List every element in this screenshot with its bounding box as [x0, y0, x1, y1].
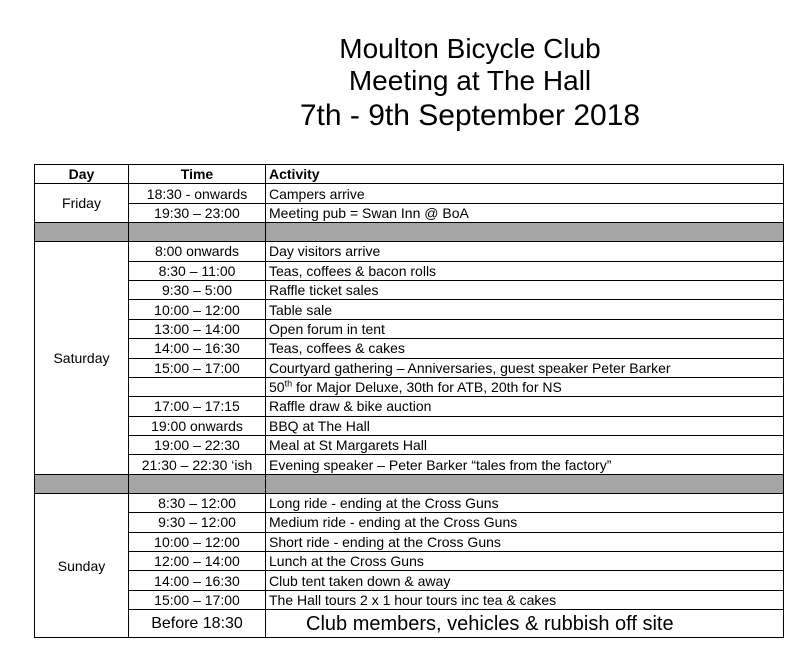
- time-cell: 14:00 – 16:30: [129, 571, 266, 590]
- activity-cell: Raffle ticket sales: [266, 280, 784, 299]
- table-row: [35, 184, 784, 203]
- title-line-3: 7th - 9th September 2018: [299, 99, 641, 132]
- table-row: [35, 532, 784, 551]
- day-friday: Friday: [35, 184, 129, 223]
- activity-cell: Evening speaker – Peter Barker “tales from the factory”: [266, 455, 784, 474]
- time-cell: 9:30 – 12:00: [129, 513, 266, 532]
- activity-cell: Raffle draw & bike auction: [266, 397, 784, 416]
- table-row: [35, 242, 784, 261]
- activity-cell: Day visitors arrive: [266, 242, 784, 261]
- activity-cell: The Hall tours 2 x 1 hour tours inc tea & cakes: [266, 590, 784, 609]
- separator-row: [35, 223, 784, 242]
- time-cell: 17:00 – 17:15: [129, 397, 266, 416]
- table-row: [35, 552, 784, 571]
- activity-cell: Campers arrive: [266, 184, 784, 203]
- table-row: [35, 590, 784, 609]
- table-row: [35, 261, 784, 280]
- time-cell: 8:30 – 11:00: [129, 261, 266, 280]
- header-row: [35, 165, 784, 184]
- time-cell: 18:30 - onwards: [129, 184, 266, 203]
- activity-text: for Major Deluxe, 30th for ATB, 20th for NS: [292, 379, 562, 396]
- table-row: [35, 339, 784, 358]
- header-activity: Activity: [266, 165, 784, 184]
- activity-cell: Long ride - ending at the Cross Guns: [266, 493, 784, 512]
- activity-cell: BBQ at The Hall: [266, 416, 784, 435]
- table-row: [35, 513, 784, 532]
- time-cell: 15:00 – 17:00: [129, 590, 266, 609]
- activity-cell: Lunch at the Cross Guns: [266, 552, 784, 571]
- activity-cell: Club tent taken down & away: [266, 571, 784, 590]
- time-cell: 12:00 – 14:00: [129, 552, 266, 571]
- activity-text: 50: [269, 379, 285, 396]
- table-row: [35, 280, 784, 299]
- header-time: Time: [129, 165, 266, 184]
- time-cell: 8:30 – 12:00: [129, 493, 266, 512]
- table-row: [35, 571, 784, 590]
- table-row: [35, 319, 784, 338]
- activity-cell: Meal at St Margarets Hall: [266, 436, 784, 455]
- table-row: [35, 377, 784, 396]
- time-cell: Before 18:30: [129, 610, 266, 638]
- time-cell: 19:30 – 23:00: [129, 203, 266, 222]
- day-saturday: Saturday: [35, 242, 129, 475]
- time-cell: 10:00 – 12:00: [129, 532, 266, 551]
- table-row: [35, 455, 784, 474]
- time-cell: 21:30 – 22:30 ‘ish: [129, 455, 266, 474]
- activity-cell: [266, 377, 784, 396]
- table-row: [35, 358, 784, 377]
- activity-cell: Courtyard gathering – Anniversaries, guest speaker Peter Barker: [266, 358, 784, 377]
- activity-cell: Club members, vehicles & rubbish off site: [266, 610, 784, 638]
- time-cell: 14:00 – 16:30: [129, 339, 266, 358]
- table-row: [35, 300, 784, 319]
- table-row: [35, 436, 784, 455]
- table-row: [35, 397, 784, 416]
- table-row: [35, 610, 784, 638]
- title-line-1: Moulton Bicycle Club: [339, 33, 601, 64]
- time-cell: [129, 377, 266, 396]
- time-cell: 13:00 – 14:00: [129, 319, 266, 338]
- superscript-text: th: [284, 378, 293, 389]
- separator-row: [35, 474, 784, 493]
- schedule-table: [34, 164, 784, 638]
- activity-cell: Teas, coffees & cakes: [266, 339, 784, 358]
- time-cell: 10:00 – 12:00: [129, 300, 266, 319]
- time-cell: 19:00 onwards: [129, 416, 266, 435]
- time-cell: 8:00 onwards: [129, 242, 266, 261]
- activity-cell: Table sale: [266, 300, 784, 319]
- time-cell: 19:00 – 22:30: [129, 436, 266, 455]
- table-row: [35, 203, 784, 222]
- activity-cell: Short ride - ending at the Cross Guns: [266, 532, 784, 551]
- activity-cell: Meeting pub = Swan Inn @ BoA: [266, 203, 784, 222]
- day-sunday: Sunday: [35, 493, 129, 637]
- time-cell: 9:30 – 5:00: [129, 280, 266, 299]
- activity-cell: Teas, coffees & bacon rolls: [266, 261, 784, 280]
- title-line-2: Meeting at The Hall: [348, 65, 592, 96]
- table-row: [35, 493, 784, 512]
- activity-cell: Medium ride - ending at the Cross Guns: [266, 513, 784, 532]
- table-row: [35, 416, 784, 435]
- time-cell: 15:00 – 17:00: [129, 358, 266, 377]
- header-day: Day: [35, 165, 129, 184]
- activity-cell: Open forum in tent: [266, 319, 784, 338]
